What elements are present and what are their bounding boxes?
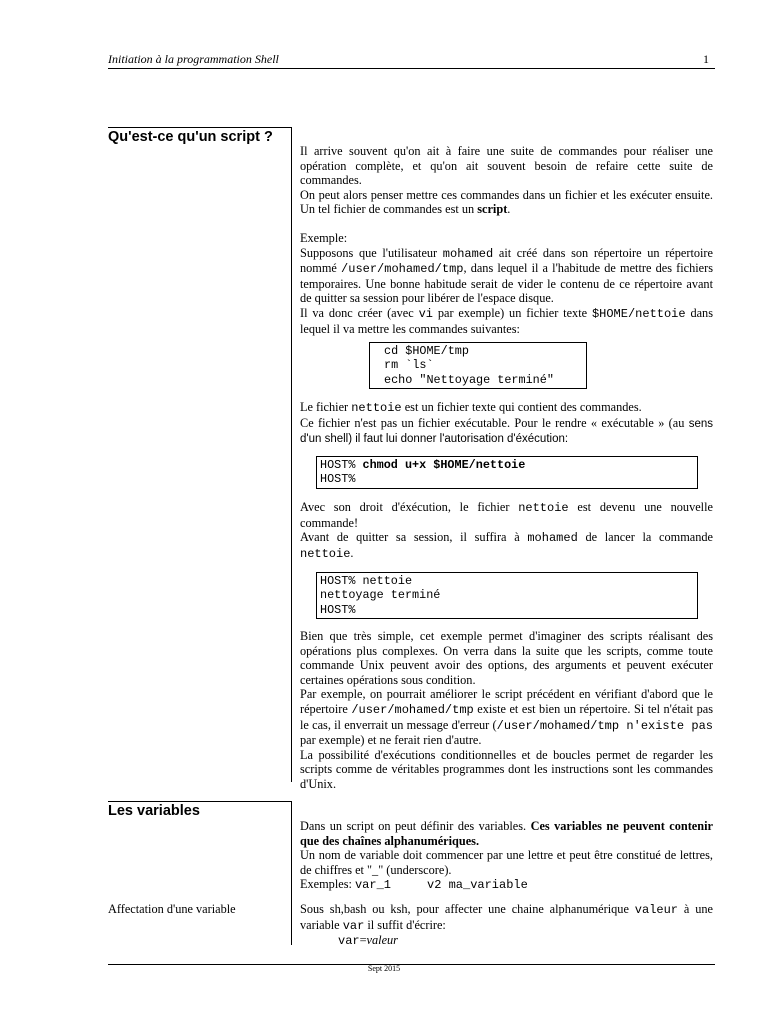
- code-block-nettoie: cd $HOME/tmp rm `ls` echo "Nettoyage terminé": [369, 342, 587, 389]
- script-term: script: [477, 202, 508, 217]
- section-affectation-body: Sous sh,bash ou ksh, pour affecter une chaine alphanumérique valeur à une variable var il suffit d'écrire: var=valeur: [300, 902, 713, 949]
- section-divider-2: [291, 801, 292, 945]
- example-label: Exemple:: [300, 230, 348, 245]
- section-title-script: Qu'est-ce qu'un script ?: [108, 127, 291, 145]
- section-script-body-2: Le fichier nettoie est un fichier texte qui contient des commandes. Ce fichier n'est pas un fichier exécutable. Pour le rendre « exécutable » (au sens d'un shell) il faut lui donner l'autorisation d'éxécution:: [300, 400, 713, 446]
- section-title-variables: Les variables: [108, 801, 291, 819]
- section-divider: [291, 127, 292, 782]
- side-label-affectation: Affectation d'une variable: [108, 902, 236, 916]
- code-block-chmod: HOST% chmod u+x $HOME/nettoie HOST%: [316, 456, 698, 489]
- section-script-body-3: Avec son droit d'éxécution, le fichier nettoie est devenu une nouvelle commande! Avant de quitter sa session, il suffira à mohamed de lancer la commande nettoie.: [300, 500, 713, 561]
- intro-text: Il arrive souvent qu'on ait à faire une suite de commandes pour réaliser une opération complète, et qu'on ait souvent besoin de refaire cette suite de commandes.: [300, 144, 713, 188]
- page-number: 1: [703, 52, 709, 66]
- variables-note: Ces variables ne peuvent contenir que des chaînes alphanumériques.: [300, 819, 713, 848]
- section-variables-body: Dans un script on peut définir des variables. Ces variables ne peuvent contenir que des chaînes alphanumériques. Un nom de variable doit commencer par une lettre et peut être constitué de lettres, de chiffres et "_" (underscore). Exemples: var_1 v2 ma_variable: [300, 819, 713, 893]
- code-block-run: HOST% nettoie nettoyage terminé HOST%: [316, 572, 698, 619]
- section-script-body-4: Bien que très simple, cet exemple permet d'imaginer des scripts réalisant des opérations plus complexes. On verra dans la suite que les scripts, comme toute commande Unix peuvent avoir des options, des arguments et peuvent exécuter certaines opérations sous condition. Par exemple, on pourrait améliorer le script précédent en vérifiant d'abord que le répertoire /user/mohamed/tmp existe et est bien un répertoire. Si tel n'était pas le cas, il enverrait un message d'erreur (/user/mohamed/tmp n'existe pas par exemple) et ne ferait rien d'autre. La possibilité d'exécutions conditionnelles et de boucles permet de regarder les scripts comme de véritables programmes dont les instructions sont les commandes d'Unix.: [300, 629, 713, 791]
- section-script-body: Il arrive souvent qu'on ait à faire une suite de commandes pour réaliser une opération complète, et qu'on ait souvent besoin de refaire cette suite de commandes. On peut alors penser mettre ces commandes dans un fichier et les exécuter ensuite. Un tel fichier de commandes est un script. Exemple: Supposons que l'utilisateur mohamed ait créé dans son répertoire un répertoire nommé /user/mohamed/tmp, dans lequel il a l'habitude de mettre des fichiers temporaires. Une bonne habitude serait de vider le contenu de ce répertoire avant de quitter sa session pour libérer de l'espace disque. Il va donc créer (avec vi par exemple) un fichier texte $HOME/nettoie dans lequel il va mettre les commandes suivantes:: [300, 144, 714, 336]
- header-title: Initiation à la programmation Shell: [108, 52, 279, 66]
- footer-date: Sept 2015: [367, 964, 401, 973]
- page-header: [108, 52, 715, 69]
